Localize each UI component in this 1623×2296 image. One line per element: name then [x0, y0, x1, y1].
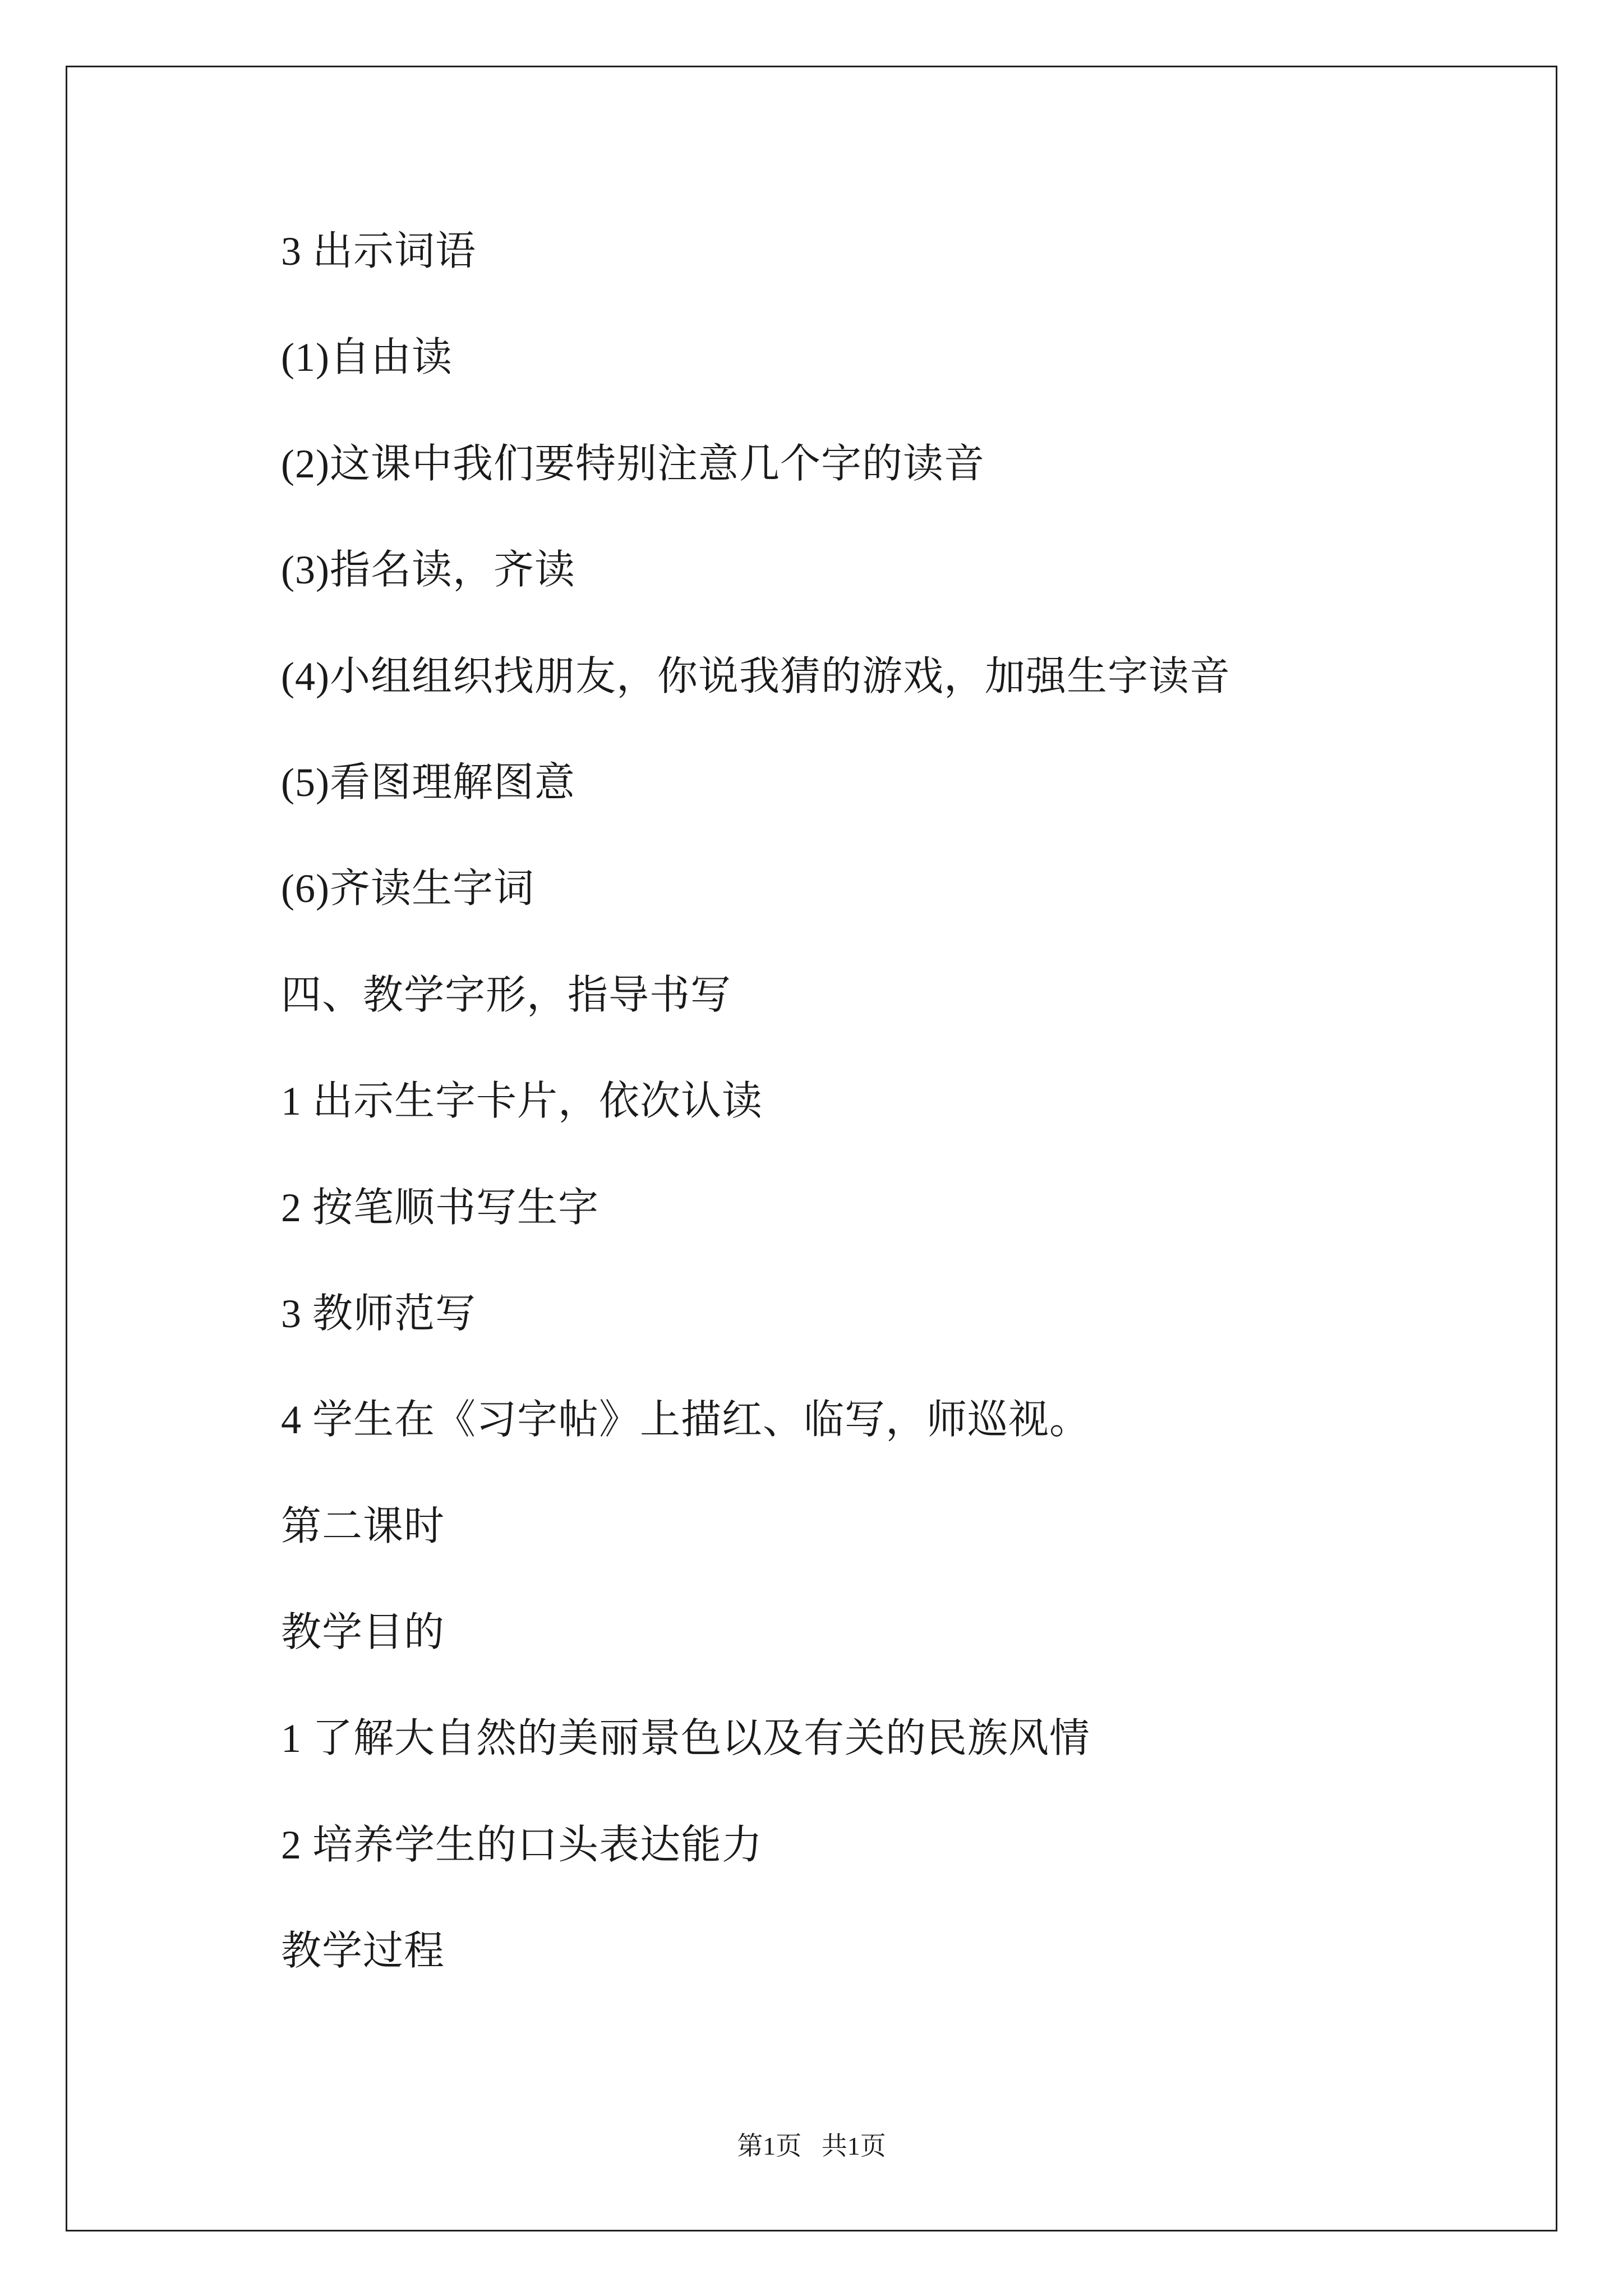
body-line: (5)看图理解图意	[281, 760, 575, 805]
body-line: 1 了解大自然的美丽景色以及有关的民族风情	[281, 1716, 1091, 1761]
section-heading: 第二课时	[281, 1503, 445, 1549]
body-line: (2)这课中我们要特别注意几个字的读音	[281, 441, 985, 486]
body-line: (3)指名读，齐读	[281, 547, 575, 593]
body-line: (4)小组组织找朋友，你说我猜的游戏，加强生字读音	[281, 654, 1230, 699]
body-line: 3 出示词语	[281, 229, 477, 274]
body-line: 4 学生在《习字帖》上描红、临写，师巡视。	[281, 1397, 1091, 1443]
page-number-footer: 第1页 共1页	[737, 2132, 886, 2160]
body-line: (1)自由读	[281, 335, 453, 380]
body-line: 1 出示生字卡片，依次认读	[281, 1079, 763, 1124]
body-line: (6)齐读生字词	[281, 866, 534, 912]
body-line: 3 教师范写	[281, 1291, 477, 1336]
section-heading: 教学过程	[281, 1929, 445, 1974]
section-heading: 教学目的	[281, 1610, 445, 1655]
body-line: 2 培养学生的口头表达能力	[281, 1822, 763, 1867]
body-line: 2 按笔顺书写生字	[281, 1185, 600, 1230]
section-heading: 四、教学字形，指导书写	[281, 972, 732, 1018]
document-body	[281, 199, 1515, 2005]
